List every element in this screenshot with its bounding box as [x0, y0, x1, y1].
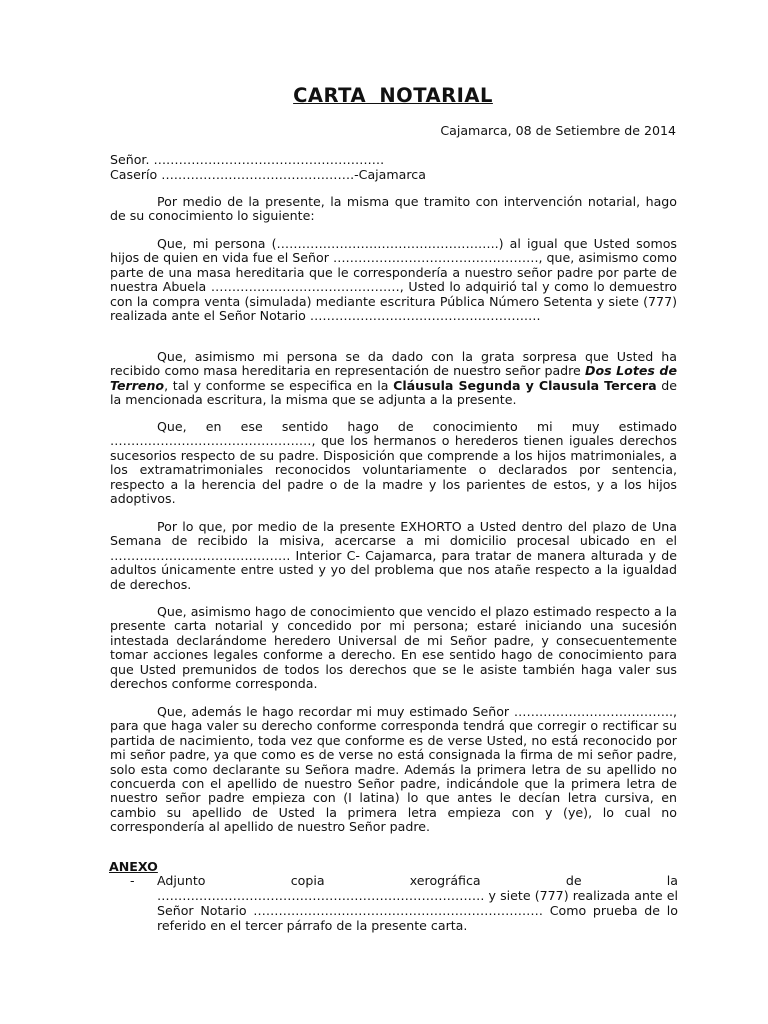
annex-item-first-line: Adjunto copia xerográfica de la: [157, 873, 678, 888]
annex-heading: ANEXO: [109, 859, 158, 874]
annex-item: [157, 873, 678, 933]
location-line: Caserío ……………………………………….-Cajamarca: [110, 167, 426, 182]
recipient-address: [110, 152, 426, 182]
paragraph-rights: Que, en ese sentido hago de conocimiento mi muy estimado …………………………………………, que los hermanos o herederos tienen iguales derechos sucesorios respecto de su padre. Disposición que comprende a los hijos matrimoniales, a los extramatrimoniales reconocidos voluntariamente o declarados por sentencia, respecto a la herencia del padre o de la madre y los parientes de estos, y a los hijos adoptivos.: [110, 419, 677, 507]
paragraph-text: de la mencionada escritura, la misma que se adjunta a la presente.: [110, 377, 677, 408]
date-line: Cajamarca, 08 de Setiembre de 2014: [440, 123, 676, 138]
paragraph-intro: Por medio de la presente, la misma que tramito con intervención notarial, hago de su conocimiento lo siguiente:: [110, 194, 677, 224]
recipient-line: Señor. ……………………………………………….: [110, 152, 385, 167]
document-title: CARTA NOTARIAL: [293, 84, 493, 107]
paragraph-exhort: Por lo que, por medio de la presente EXHORTO a Usted dentro del plazo de Una Semana de recibido la misiva, acercarse a mi domicilio procesal ubicado en el ……………………………………. Interior C- Cajamarca, para tratar de manera alturada y de adultos únicamente entre usted y yo del problema que nos atañe respecto a la igualdad de derechos.: [110, 519, 677, 592]
paragraph-heirs: Que, mi persona (……………………………………………..) al igual que Usted somos hijos de quien en vida fue el Señor …………………………………………., que, asimismo como parte de una masa hereditaria que le correspondería a nuestro señor padre por parte de nuestra Abuela ………………………………………, Usted lo adquirió tal y como lo demuestro con la compra venta (simulada) mediante escritura Pública Número Setenta y siete (777) realizada ante el Señor Notario ……………………………………………….: [110, 236, 677, 324]
paragraph-inheritance: [110, 350, 677, 408]
paragraph-text: Que, asimismo mi persona se da dado con la grata sorpresa que Usted ha recibido como masa hereditaria en representación de nuestro señor padre: [110, 349, 677, 379]
emphasis-clauses: Cláusula Segunda y Clausula Tercera: [393, 377, 657, 393]
paragraph-birth-record: Que, además le hago recordar mi muy estimado Señor ……………………………….., para que haga valer su derecho conforme corresponda tendrá que corregir o rectificar su partida de nacimiento, toda vez que conforme es de verse Usted, no está reconocido por mi señor padre, ya que como es de verse no está consignada la firma de mi señor padre, solo esta como declarante su Señora madre. Además la primera letra de su apellido no concuerda con el apellido de nuestro Señor padre, indicándole que la primera letra de nuestro señor padre empieza con (I latina) lo que antes le decían letra cursiva, en cambio su apellido de Usted la primera letra empieza con y (ye), lo cual no correspondería al apellido de nuestro Señor padre.: [110, 704, 677, 835]
annex-bullet: -: [130, 873, 135, 888]
annex-item-rest: …………………………………………………………………… y siete (777) realizada ante el Señor Notario …………………………………………………………… Como prueba de lo referido en el tercer párrafo de la presente carta.: [157, 888, 678, 933]
emphasis-lots: Dos Lotes de Terreno: [110, 363, 677, 393]
paragraph-succession: Que, asimismo hago de conocimiento que vencido el plazo estimado respecto a la presente carta notarial y concedido por mi persona; estaré iniciando una sucesión intestada declarándome heredero Universal de mi Señor padre, y consecuentemente tomar acciones legales conforme a derecho. En ese sentido hago de conocimiento para que Usted premunidos de todos los derechos que se le asiste también haga valer sus derechos conforme corresponda.: [110, 604, 677, 692]
paragraph-text: , tal y conforme se especifica en la: [164, 377, 394, 393]
